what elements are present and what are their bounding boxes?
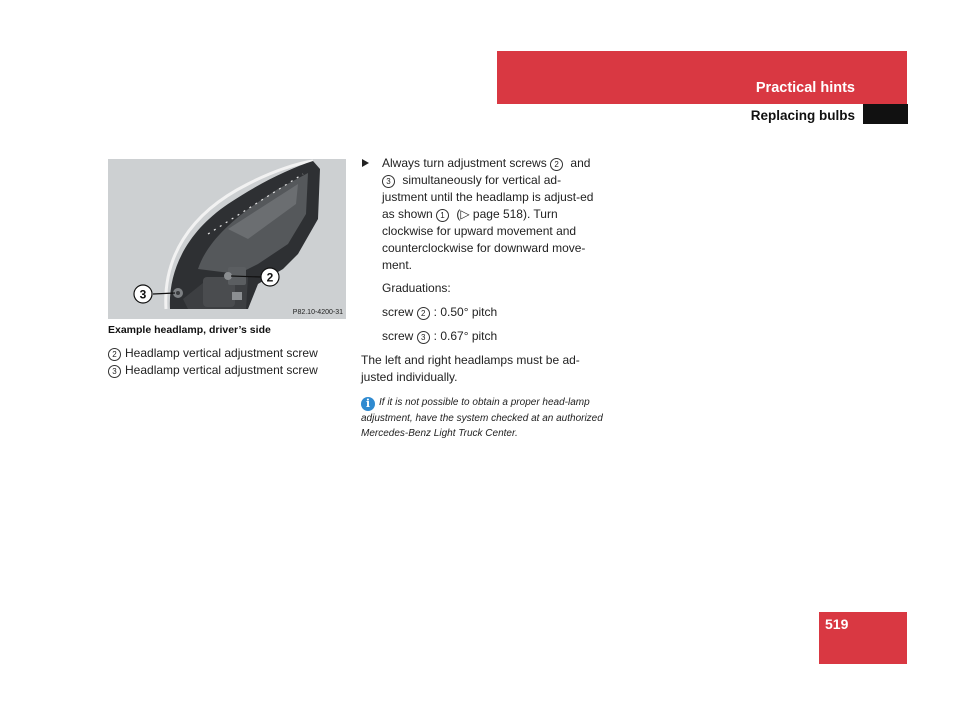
info-icon: i (361, 397, 375, 411)
figure-legend (108, 345, 318, 379)
info-note (361, 395, 606, 441)
instruction-column (361, 155, 606, 441)
subsection-title: Replacing bulbs (750, 108, 855, 123)
page-number: 519 (825, 616, 849, 632)
inline-number: 1 (436, 209, 449, 222)
individual-adjustment-note: The left and right headlamps must be ad-justed individually. (361, 353, 580, 384)
subsection-tab-marker (863, 104, 908, 124)
screw2-pitch: screw 2 : 0.50° pitch (382, 305, 498, 319)
legend-text: Headlamp vertical adjustment screw (125, 346, 318, 360)
instruction-bullet (361, 155, 606, 274)
inline-number: 2 (417, 307, 430, 320)
legend-item (108, 362, 318, 379)
graduations-label: Graduations: (382, 281, 451, 295)
bullet-text: Always turn adjustment screws 2 and 3 simultaneously for vertical ad-justment until the headlamp is adjust-ed as shown 1 (▷ page 518). Turn clockwise for upward movement and counterclockwise for downward move-ment. (382, 156, 594, 272)
legend-number: 2 (108, 348, 121, 361)
legend-number: 3 (108, 365, 121, 378)
legend-item (108, 345, 318, 362)
section-title: Practical hints (755, 80, 855, 96)
headlamp-illustration (108, 159, 346, 319)
legend-text: Headlamp vertical adjustment screw (125, 363, 318, 377)
screw3-pitch: screw 3 : 0.67° pitch (382, 329, 498, 343)
callout-2-label: 2 (266, 270, 274, 285)
figure-caption: Example headlamp, driver’s side (108, 324, 271, 336)
headlamp-figure (108, 159, 346, 319)
bullet-arrow-icon (362, 159, 369, 167)
info-text: If it is not possible to obtain a proper head-lamp adjustment, have the system checked at an authorized Mercedes-Benz Light Truck Center. (361, 397, 603, 439)
inline-number: 3 (417, 331, 430, 344)
inline-number: 3 (382, 175, 395, 188)
figure-code: P82.10-4200-31 (292, 309, 343, 316)
inline-number: 2 (550, 158, 563, 171)
callout-3-label: 3 (139, 287, 147, 302)
header-band (497, 51, 907, 104)
